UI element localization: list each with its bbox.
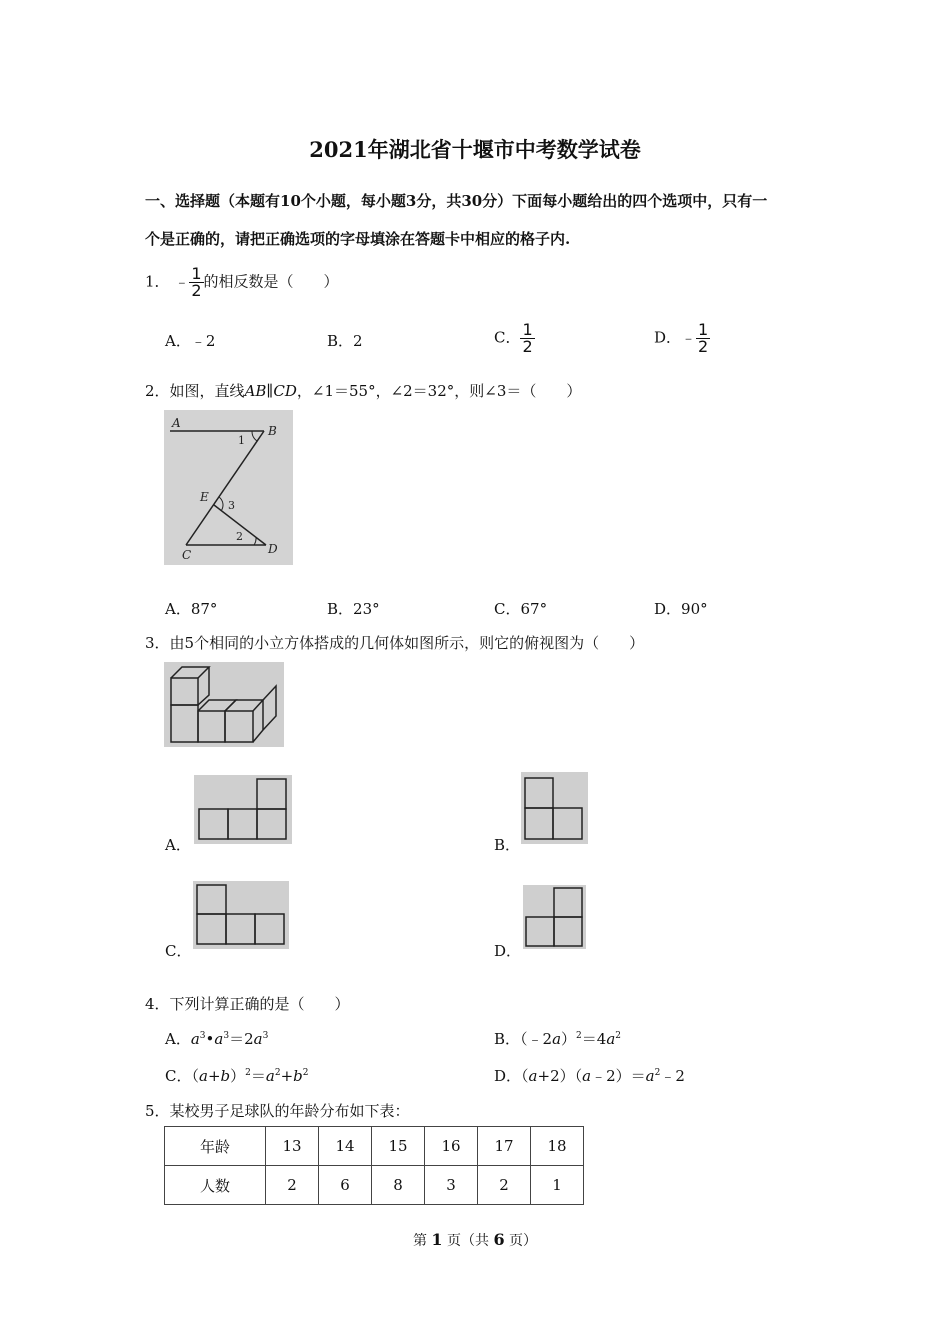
question-2 (145, 380, 581, 401)
label-c: C (182, 548, 192, 562)
q2-option-a: A．87° (165, 600, 218, 618)
q2-parallel: ∥ (266, 382, 274, 400)
q4-d-label: D． (494, 1067, 522, 1085)
q3-option-d-figure (523, 885, 586, 949)
table-cell: 14 (319, 1127, 372, 1166)
question-5: 5．某校男子足球队的年龄分布如下表： (145, 1102, 410, 1120)
q1-sign: ﹣ (174, 272, 190, 291)
label-a: A (172, 416, 181, 430)
q1-c-label: C． (494, 328, 521, 347)
q4-c-label: C． (165, 1067, 192, 1085)
q3-option-d-label: D． (494, 942, 522, 960)
q1-frac-num: 1 (191, 264, 202, 283)
q2-text-post: ，∠1＝55°，∠2＝32°，则∠3＝（ ） (296, 382, 582, 400)
table-header-age: 年龄 (165, 1127, 266, 1166)
q1-d-num: 1 (698, 320, 709, 339)
label-angle-2: 2 (236, 530, 243, 543)
q2-option-d: D．90° (654, 600, 708, 618)
q3-option-b-label: B． (494, 836, 521, 854)
q1-option-a (165, 330, 215, 351)
q1-c-fraction (520, 322, 534, 355)
table-cell: 17 (478, 1127, 531, 1166)
q2-cd: CD (273, 382, 297, 400)
footer-post: 页） (504, 1233, 538, 1249)
q1-c-den: 2 (522, 337, 533, 356)
q1-d-den: 2 (698, 337, 709, 356)
q2-ab: AB (244, 382, 267, 400)
q1-text: 的相反数是（ ） (203, 272, 339, 291)
table-cell: 3 (425, 1166, 478, 1205)
q4-c-expr: $(a+b)^2=a^2+b^2$ (191, 1067, 309, 1085)
q3-solid-figure (164, 662, 284, 747)
q1-frac-den: 2 (191, 281, 202, 300)
q4-option-d (494, 1065, 685, 1086)
q3-option-c-label: C． (165, 942, 192, 960)
q4-d-expr: $(a+2)(a﹣2)=a^2﹣2$ (521, 1067, 685, 1085)
q4-option-a (165, 1028, 268, 1049)
q3-option-b-figure (521, 772, 588, 844)
footer-total-pages: 6 (493, 1230, 505, 1249)
q1-b-label: B． (327, 332, 354, 350)
question-4: 4．下列计算正确的是（ ） (145, 995, 350, 1013)
q3-option-c-figure (193, 881, 289, 949)
table-cell: 16 (425, 1127, 478, 1166)
footer-mid: 页（共 (442, 1233, 494, 1249)
q2-text-pre: 如图，直线 (169, 382, 245, 400)
age-distribution-table (164, 1126, 584, 1205)
q4-a-label: A． (165, 1030, 191, 1048)
table-cell: 18 (531, 1127, 584, 1166)
q1-a-value: ﹣2 (190, 332, 216, 350)
page-footer (0, 1230, 950, 1250)
table-row-ages (165, 1127, 584, 1166)
section-intro-line2: 个是正确的，请把正确选项的字母填涂在答题卡中相应的格子内. (145, 230, 571, 248)
label-angle-1: 1 (238, 434, 245, 447)
footer-page-number: 1 (431, 1230, 443, 1249)
q2-option-c: C．67° (494, 600, 548, 618)
q1-a-label: A． (165, 332, 191, 350)
q1-b-value: 2 (353, 332, 363, 350)
footer-pre: 第 (412, 1233, 432, 1249)
label-e: E (200, 490, 209, 504)
q4-b-label: B． (494, 1030, 521, 1048)
table-cell: 15 (372, 1127, 425, 1166)
q4-a-expr: $a^3•a^3=2a^3$ (190, 1030, 269, 1048)
q2-option-b: B．23° (327, 600, 380, 618)
q3-option-a-label: A． (165, 836, 191, 854)
q1-d-fraction (696, 322, 710, 355)
exam-title: 2021年湖北省十堰市中考数学试卷 (309, 137, 641, 162)
q4-option-c (165, 1065, 309, 1086)
table-cell: 13 (266, 1127, 319, 1166)
q1-d-sign: ﹣ (681, 328, 697, 347)
table-cell: 2 (478, 1166, 531, 1205)
section-intro-line1: 一、选择题（本题有10个小题，每小题3分，共30分）下面每小题给出的四个选项中，只有一 (145, 192, 768, 210)
label-d: D (268, 542, 278, 556)
table-header-count: 人数 (165, 1166, 266, 1205)
q1-c-num: 1 (522, 320, 533, 339)
q1-option-d (654, 322, 710, 355)
label-angle-3: 3 (228, 499, 235, 512)
table-cell: 1 (531, 1166, 584, 1205)
q3-option-a-figure (194, 775, 292, 844)
q4-option-b (494, 1028, 621, 1049)
question-1 (145, 266, 339, 299)
label-b: B (268, 424, 277, 438)
table-row-counts (165, 1166, 584, 1205)
q1-option-c (494, 322, 535, 355)
table-cell: 8 (372, 1166, 425, 1205)
q1-option-b (327, 330, 363, 351)
q1-d-label: D． (654, 328, 682, 347)
table-cell: 6 (319, 1166, 372, 1205)
q4-b-expr: $(﹣2a)^2=4a^2$ (520, 1030, 622, 1048)
q2-number: 2． (145, 382, 170, 400)
q2-figure (164, 410, 293, 565)
question-3: 3．由5个相同的小立方体搭成的几何体如图所示，则它的俯视图为（ ） (145, 634, 645, 652)
q1-fraction (189, 266, 203, 299)
q1-number: 1． (145, 272, 170, 291)
q3-c-bg (193, 881, 289, 949)
table-cell: 2 (266, 1166, 319, 1205)
